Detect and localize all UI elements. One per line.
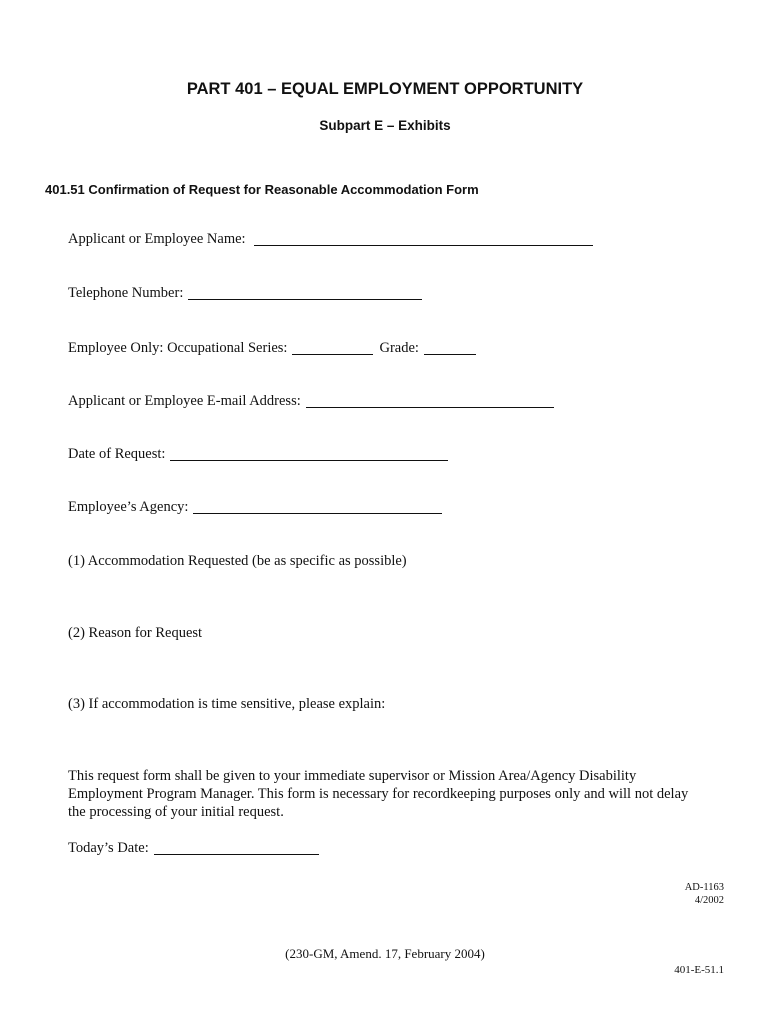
page-subtitle: Subpart E – Exhibits	[319, 118, 451, 133]
footer-amendment: (230-GM, Amend. 17, February 2004)	[285, 946, 485, 961]
series-grade-field-row	[68, 340, 482, 357]
question-accommodation-requested: (1) Accommodation Requested (be as specific as possible)	[68, 553, 407, 569]
agency-field[interactable]	[193, 499, 442, 514]
form-code	[685, 881, 724, 907]
grade-field-label: Grade:	[379, 340, 419, 356]
section-heading: 401.51 Confirmation of Request for Reasonable Accommodation Form	[45, 182, 479, 197]
name-field-row	[68, 231, 599, 248]
telephone-field[interactable]	[188, 285, 422, 300]
grade-field[interactable]	[424, 340, 476, 355]
email-field-label: Applicant or Employee E-mail Address:	[68, 393, 301, 409]
notice-line: the processing of your initial request.	[68, 804, 284, 820]
name-field[interactable]	[254, 231, 593, 246]
date-of-request-field[interactable]	[170, 446, 448, 461]
email-field[interactable]	[306, 393, 554, 408]
form-number: AD-1163	[684, 882, 724, 893]
todays-date-field-row	[68, 840, 325, 857]
notice-line: Employment Program Manager. This form is necessary for recordkeeping purposes only and will not delay	[68, 786, 689, 802]
question-time-sensitive: (3) If accommodation is time sensitive, please explain:	[68, 696, 386, 712]
todays-date-field[interactable]	[154, 840, 319, 855]
question-reason-for-request: (2) Reason for Request	[68, 625, 203, 641]
agency-field-row	[68, 499, 448, 516]
email-field-row	[68, 393, 560, 410]
form-revision-date: 4/2002	[694, 895, 724, 906]
page-title: PART 401 – EQUAL EMPLOYMENT OPPORTUNITY	[186, 80, 584, 98]
telephone-field-label: Telephone Number:	[68, 285, 184, 301]
series-field-label: Employee Only: Occupational Series:	[68, 340, 288, 356]
notice-line: This request form shall be given to your immediate supervisor or Mission Area/Agency Disability	[68, 768, 637, 784]
page-number: 401-E-51.1	[674, 964, 724, 976]
todays-date-label: Today’s Date:	[68, 840, 149, 856]
date-of-request-field-row	[68, 446, 454, 463]
date-of-request-label: Date of Request:	[68, 446, 166, 462]
occupational-series-field[interactable]	[292, 340, 373, 355]
notice-paragraph	[68, 767, 738, 821]
name-field-label: Applicant or Employee Name:	[68, 231, 246, 247]
telephone-field-row	[68, 285, 428, 302]
agency-field-label: Employee’s Agency:	[68, 499, 189, 515]
